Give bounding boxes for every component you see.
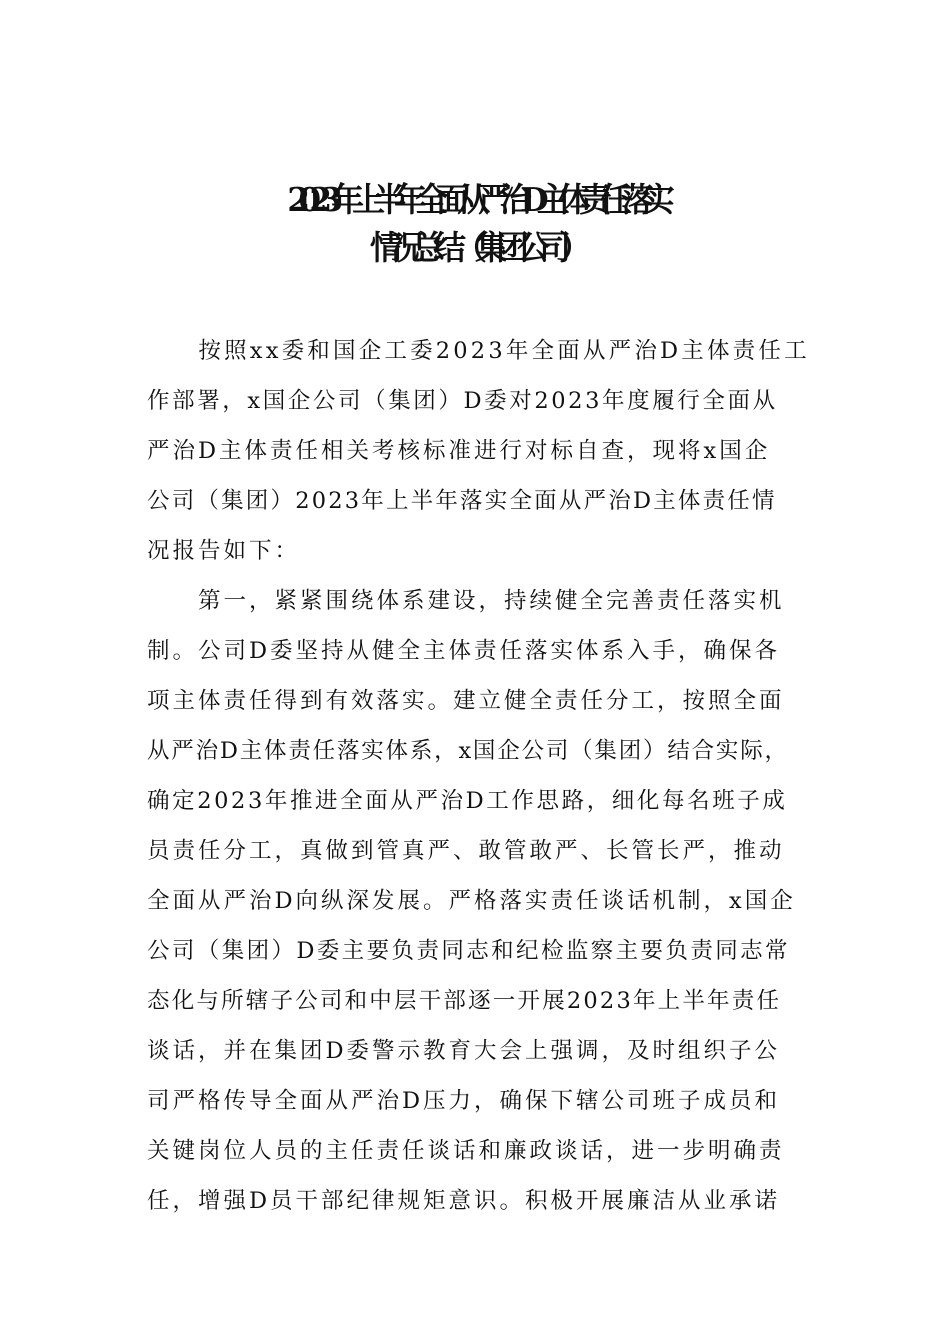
body-line-7: 制。公司D委坚持从健全主体责任落实体系入手，确保各 [147,638,781,664]
body-line-3: 严治D主体责任相关考核标准进行对标自查，现将x国企 [147,438,771,464]
body-line-11: 员责任分工，真做到管真严、敢管敢严、长管长严，推动 [147,838,785,864]
body-line-12: 全面从严治D向纵深发展。严格落实责任谈话机制，x国企 [147,888,796,914]
body-line-15: 谈话，并在集团D委警示教育大会上强调，及时组织子公 [147,1038,781,1064]
body-line-16: 司严格传导全面从严治D压力，确保下辖公司班子成员和 [147,1088,781,1114]
body-line-18: 任，增强D员干部纪律规矩意识。积极开展廉洁从业承诺 [147,1188,781,1214]
body-line-4: 公司（集团）2023年上半年落实全面从严治D主体责任情 [147,488,777,514]
body-line-1: 按照xx委和国企工委2023年全面从严治D主体责任工 [147,338,810,364]
document-title-line-2: 情况总结（集团公司） [370,228,580,267]
body-line-17: 关键岗位人员的主任责任谈话和廉政谈话，进一步明确责 [147,1138,785,1164]
body-line-8: 项主体责任得到有效落实。建立健全责任分工，按照全面 [147,688,785,714]
body-line-5: 况报告如下： [147,538,301,564]
body-line-14: 态化与所辖子公司和中层干部逐一开展2023年上半年责任 [147,988,782,1014]
body-line-9: 从严治D主体责任落实体系，x国企公司（集团）结合实际， [147,738,789,764]
body-line-13: 公司（集团）D委主要负责同志和纪检监察主要负责同志常 [147,938,790,964]
body-line-6: 第一，紧紧围绕体系建设，持续健全完善责任落实机 [147,588,785,614]
body-line-2: 作部署，x国企公司（集团）D委对2023年度履行全面从 [147,388,778,414]
body-line-10: 确定2023年推进全面从严治D工作思路，细化每名班子成 [147,788,788,814]
document-title-line-1: 2023年上半年全面从严治D主体责任落实 [287,180,663,219]
